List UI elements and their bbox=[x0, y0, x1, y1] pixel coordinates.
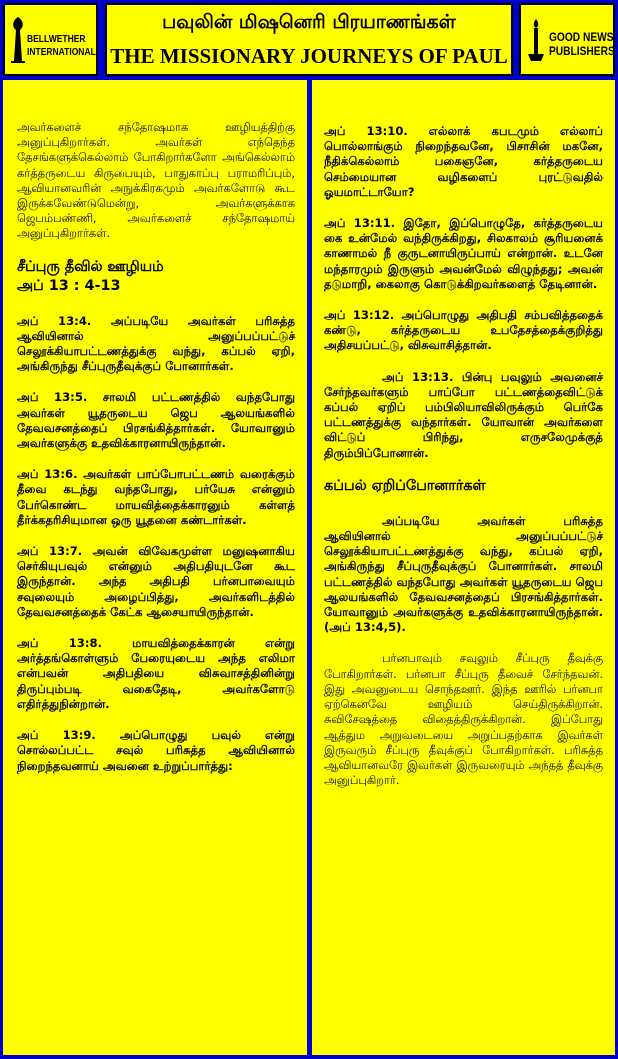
ram-logo-icon bbox=[9, 15, 27, 65]
verse-paragraph: அப் 13:5. சாலமி பட்டணத்தில் வந்தபோது அவர்கள் யூதருடைய ஜெப ஆலயங்களில் தேவவசனத்தைப் பிரசங்கித்தார்கள். யோவானும் அவர்களுக்கு உதவிக்காரனாயிருந்தான். bbox=[17, 390, 295, 451]
verse-paragraph: அப் 13:7. அவன் விவேகமுள்ள மனுஷனாகிய செர்கியுபவுல் என்னும் அதிபதியுடனே கூட இருந்தான். அந்த அதிபதி பர்னபாவையும் சவுலையும் அழைப்பித்து, அவர்களிடத்தில் தேவவசனத்தைக் கேட்க ஆசையாயிருந்தான். bbox=[17, 544, 295, 619]
lamp-logo-icon bbox=[525, 15, 547, 65]
verse-paragraph: அப் 13:6. அவர்கள் பாப்போபட்டணம் வரைக்கும் தீவை கடந்து வந்தபோது, பர்யேசு என்னும் பேர்கொண்ட மாயவித்தைக்காரனும் கள்ளத் தீர்க்கதரிசியுமான ஒரு யூதனை கண்டார்கள். bbox=[17, 467, 295, 527]
section-heading: கப்பல் ஏறிப்போனார்கள் bbox=[324, 477, 486, 494]
verse-paragraph: அப் 13:12. அப்பொழுது அதிபதி சம்பவித்ததைக் கண்டு, கர்த்தருடைய உபதேசத்தைக்குறித்து அதிசயப்பட்டு, விசுவாசித்தான். bbox=[324, 308, 603, 353]
intro-paragraph: அவர்களைச் சந்தோஷமாக ஊழியத்திற்கு அனுப்புகிறார்கள். அவர்கள் எந்தெந்த தேசங்களுக்கெல்லாம் போகிறார்களோ அங்கெல்லாம் கர்த்தருடைய கிருபையும், பாதுகாப்பு பராமரிப்பும், ஆவியானவரின் அநுக்கிரகமும் அவர்களோடு கூட இருக்கவேண்டுமென்று, அவர்களுக்காக ஜெபம்பண்ணி, அவர்களைச் சந்தோஷமாய் அனுப்புகிறார்கள். bbox=[17, 120, 295, 241]
verse-paragraph: அப் 13:9. அப்பொழுது பவுல் என்று சொல்லப்பட்ட சவுல் பரிசுத்த ஆவியினால் நிறைந்தவனாய் அவனை உற்றுப்பார்த்து: bbox=[17, 728, 295, 773]
heading-title: சீப்புரு தீவில் ஊழியம் bbox=[17, 258, 164, 275]
heading-reference: அப் 13 : 4-13 bbox=[17, 277, 121, 294]
verse-paragraph: அப் 13:10. எல்லாக் கபடமும் எல்லாப் பொல்லாங்கும் நிறைந்தவனே, பிசாசின் மகனே, நீதிக்கெல்லாம் பகைஞனே, கர்த்தருடைய செம்மையான வழிகளைப் புரட்டுவதில் ஓயமாட்டாயோ? bbox=[324, 124, 603, 199]
logo-left-text: BELLWETHER INTERNATIONAL bbox=[27, 34, 96, 58]
header bbox=[3, 3, 615, 76]
title-box bbox=[105, 3, 513, 76]
page-title-english: THE MISSIONARY JOURNEYS OF PAUL bbox=[110, 44, 508, 68]
good-news-logo bbox=[519, 3, 615, 76]
summary-paragraph: அப்படியே அவர்கள் பரிசுத்த ஆவியினால் அனுப்பப்பட்டுச் செலூக்கியாபட்டணத்துக்கு வந்து, கப்பல் ஏறி, அங்கிருந்து சீப்புருதீவுக்குப் போனார்கள். சாலமி பட்டணத்தில் வந்தபோது அவர்கள் யூதருடைய ஜெப ஆலயங்களில் தேவவசனத்தைப் பிரசங்கித்தார்கள். யோவானும் அவர்களுக்கு உதவிக்காரனாயிருந்தான். (அப் 13:4,5). bbox=[324, 513, 603, 635]
closing-paragraph: பர்னபாவும் சவுலும் சீப்புரு தீவுக்கு போகிறார்கள். பர்னபா சீப்புரு தீவைச் சேர்ந்தவன். இது அவனுடைய சொந்தஊர். இந்த ஊரில் பர்னபா ஏற்கெனவே ஊழியம் செய்திருக்கிறான். சுவிசேஷத்தை விதைத்திருக்கிறான். இப்போது ஆத்தும அறுவடையை அறுப்பதற்காக இவர்கள் இருவரும் சீப்புரு தீவுக்குப் போகிறார்கள். பரிசுத்த ஆவியானவரே இவர்கள் இருவரையும் அந்தத் தீவுக்கு அனுப்புகிறார். bbox=[324, 651, 603, 788]
logo-right-text: GOOD NEWS PUBLISHERS bbox=[549, 30, 615, 58]
right-column bbox=[312, 80, 615, 1055]
page-title-tamil: பவுலின் மிஷனெரி பிரயாணங்கள் bbox=[162, 11, 456, 33]
section-heading bbox=[17, 258, 295, 296]
verse-paragraph: அப் 13:11. இதோ, இப்பொழுதே, கர்த்தருடைய கை உன்மேல் வந்திருக்கிறது, சிலகாலம் சூரியனைக் காணாமல் நீ குருடனாயிருப்பாய் என்றான். உடனே மந்தாரமும் இருளும் அவன்மேல் விழுந்தது; அவன் தடுமாறி, கைலாகு கொடுக்கிறவர்களைத் தேடினான். bbox=[324, 216, 603, 291]
verse-paragraph: அப் 13:8. மாயவித்தைக்காரன் என்று அர்த்தங்கொள்ளும் பேரையுடைய அந்த எலிமா என்பவன் அதிபதியை விசுவாசத்தினின்று திருப்பும்படி வகைதேடி, அவர்களோடு எதிர்த்துநின்றான். bbox=[17, 636, 295, 711]
verse-paragraph: அப் 13:13. பின்பு பவுலும் அவனைச் சேர்ந்தவர்களும் பாப்போ பட்டணத்தைவிட்டுக் கப்பல் ஏறிப் பம்பிலியாவிலிருக்கும் பெர்கே பட்டணத்துக்கு வந்தார்கள். யோவான் அவர்களை விட்டுப் பிரிந்து, எருசலேமுக்குத் திரும்பிப்போனான். bbox=[324, 369, 603, 460]
left-column bbox=[3, 80, 307, 1055]
verse-paragraph: அப் 13:4. அப்படியே அவர்கள் பரிசுத்த ஆவியினால் அனுப்பப்பட்டுச் செலூக்கியாபட்டணத்துக்கு வந்து, கப்பல் ஏறி, அங்கிருந்து சீப்புருதீவுக்குப் போனார்கள். bbox=[17, 313, 295, 374]
bellwether-logo bbox=[3, 3, 98, 76]
